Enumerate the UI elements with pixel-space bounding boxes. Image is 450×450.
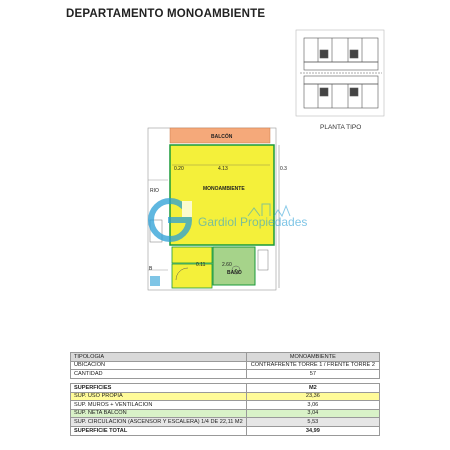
bath-area	[213, 247, 255, 285]
kitchen-area	[172, 247, 212, 263]
g-logo-icon	[151, 201, 192, 239]
label-b: B	[149, 266, 153, 272]
table-row: SUP. MUROS + VENTILACION 3,06	[71, 401, 380, 410]
label-monoambiente: MONOAMBIENTE	[203, 186, 245, 192]
table-row: TIPOLOGIA MONOAMBIENTE	[71, 353, 380, 362]
watermark-text: Gardiol Propiedades	[198, 215, 308, 229]
table-row: SUP. CIRCULACION (ASCENSOR Y ESCALERA) 1/4 DE 22,11 M2 5,53	[71, 418, 380, 427]
label-balcony: BALCÓN	[211, 134, 233, 140]
key-plan-label: PLANTA TIPO	[320, 124, 362, 131]
table-row: CANTIDAD 57	[71, 370, 380, 379]
table-row: UBICACION CONTRAFRENTE TORRE 1 / FRENTE TORRE 2	[71, 361, 380, 370]
dim-left: 0.20	[174, 166, 184, 172]
table-row: SUP. NETA BALCON 3,04	[71, 409, 380, 418]
dim-top: 4.13	[218, 166, 228, 172]
dim-right: 0.3	[280, 166, 287, 172]
dim-mid: 2.60	[222, 262, 232, 268]
table-row: SUPERFICIES M2	[71, 383, 380, 392]
table-row: SUPERFICIE TOTAL 34,99	[71, 426, 380, 435]
dim-small: 0.11	[196, 262, 206, 268]
label-rio: RIO	[150, 188, 159, 194]
table-row: SUP. USO PROPIA 23,36	[71, 392, 380, 401]
label-bath: BAÑO	[227, 270, 242, 276]
key-plan	[296, 30, 384, 116]
watermark	[148, 196, 318, 246]
page-title: DEPARTAMENTO MONOAMBIENTE	[66, 8, 266, 20]
surface-table	[70, 352, 380, 436]
